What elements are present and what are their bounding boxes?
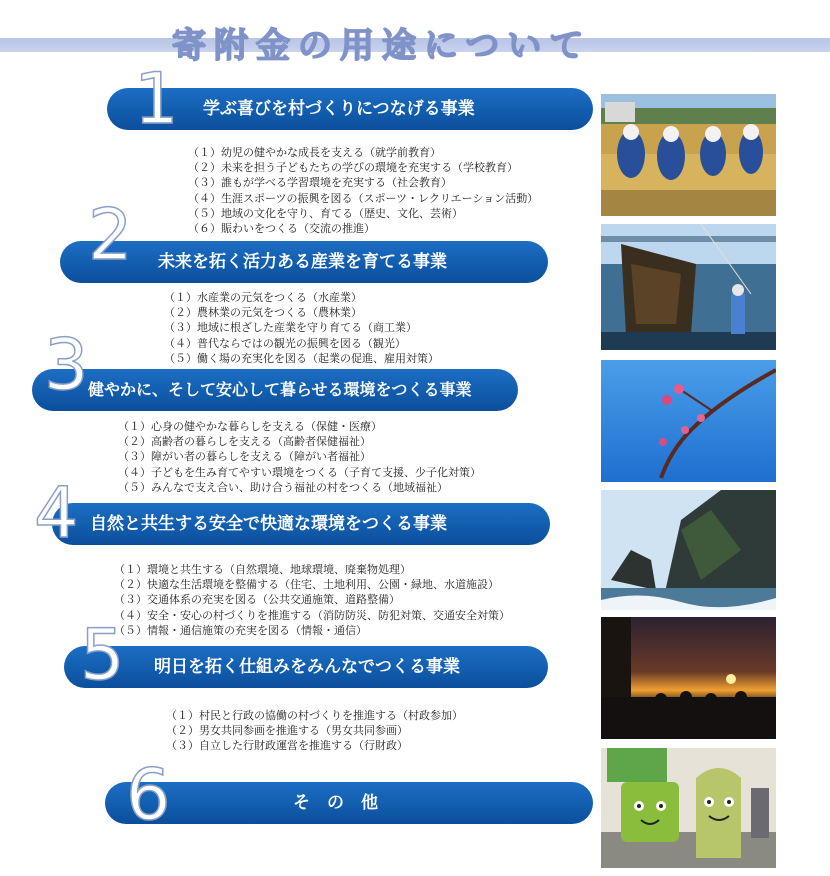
list-item: （４）生涯スポーツの振興を図る（スポーツ・レクリエーション活動）: [188, 191, 539, 205]
list-item: （３）自立した行財政運営を推進する（行財政）: [166, 739, 408, 753]
list-item: （３）誰もが学べる学習環境を充実する（社会教育）: [188, 176, 452, 190]
section-1-banner: [107, 88, 593, 130]
list-item: （５）情報・通信施策の充実を図る（情報・通信）: [114, 623, 367, 637]
section-3-banner: [32, 369, 518, 411]
list-item: （３）交通体系の充実を図る（公共交通施策、道路整備）: [114, 593, 400, 607]
list-item: （１）水産業の元気をつくる（水産業）: [164, 291, 362, 304]
section-6-title: そ の 他: [293, 793, 378, 813]
section-5-number: 5: [80, 614, 125, 696]
section-5-title: 明日を拓く仕組みをみんなでつくる事業: [154, 657, 460, 677]
list-item: （４）安全・安心の村づくりを推進する（消防防災、防犯対策、交通安全対策）: [114, 608, 510, 622]
list-item: （５）みんなで支え合い、助け合う福祉の村をつくる（地域福祉）: [118, 480, 448, 494]
section-4-title: 自然と共生する安全で快適な環境をつくる事業: [90, 514, 447, 534]
photo-kelp-harvest: [601, 224, 776, 350]
section-2-number: 2: [88, 194, 133, 276]
section-3-title: 健やかに、そして安心して暮らせる環境をつくる事業: [88, 380, 472, 399]
photo-sunrise-crowd: [601, 617, 776, 739]
section-5-list: [166, 708, 463, 754]
section-2-banner: [60, 241, 548, 283]
list-item: （２）農林業の元気をつくる（農林業）: [164, 306, 362, 320]
photo-cherry-buds: [601, 360, 776, 482]
list-item: （５）地域の文化を守り、育てる（歴史、文化、芸術）: [188, 206, 463, 220]
section-6-number: 6: [126, 754, 171, 836]
section-3-list: [118, 419, 481, 495]
list-item: （３）障がい者の暮らしを支える（障がい者福祉）: [118, 450, 371, 464]
section-6-banner: [105, 782, 593, 824]
section-4-number: 4: [34, 472, 79, 554]
list-item: （２）快適な生活環境を整備する（住宅、土地利用、公園・緑地、水道施設）: [114, 578, 499, 592]
list-item: （４）普代ならではの観光の振興を図る（観光）: [164, 336, 406, 350]
list-item: （１）幼児の健やかな成長を支える（就学前教育）: [188, 146, 441, 159]
list-item: （２）男女共同参画を推進する（男女共同参画）: [166, 724, 408, 738]
section-1-number: 1: [134, 58, 179, 140]
page-title: 寄附金の用途について: [172, 26, 592, 66]
section-5-banner: [64, 646, 548, 688]
section-4-list: [114, 562, 510, 638]
list-item: （１）環境と共生する（自然環境、地球環境、廃棄物処理）: [114, 563, 411, 576]
list-item: （３）地域に根ざした産業を守り育てる（商工業）: [164, 321, 417, 335]
list-item: （２）未来を担う子どもたちの学びの環境を充実する（学校教育）: [188, 161, 518, 175]
list-item: （２）高齢者の暮らしを支える（高齢者保健福祉）: [118, 435, 371, 449]
section-2-title: 未来を拓く活力ある産業を育てる事業: [158, 252, 447, 272]
list-item: （６）賑わいをつくる（交流の推進）: [188, 222, 375, 236]
list-item: （１）心身の健やかな暮らしを支える（保健・医療）: [118, 420, 382, 433]
list-item: （５）働く場の充実化を図る（起業の促進、雇用対策）: [164, 351, 439, 365]
section-4-banner: [52, 503, 550, 545]
list-item: （４）子どもを生み育てやすい環境をつくる（子育て支援、少子化対策）: [118, 465, 481, 479]
photo-coastal-rocks: [601, 490, 776, 610]
section-2-list: [164, 290, 439, 366]
section-3-number: 3: [44, 324, 89, 406]
section-1-title: 学ぶ喜びを村づくりにつなげる事業: [203, 99, 475, 119]
photo-mascots: [601, 748, 776, 868]
photo-rice-harvest: [601, 94, 776, 216]
list-item: （１）村民と行政の協働の村づくりを推進する（村政参加）: [166, 709, 463, 722]
section-1-list: [188, 145, 538, 236]
